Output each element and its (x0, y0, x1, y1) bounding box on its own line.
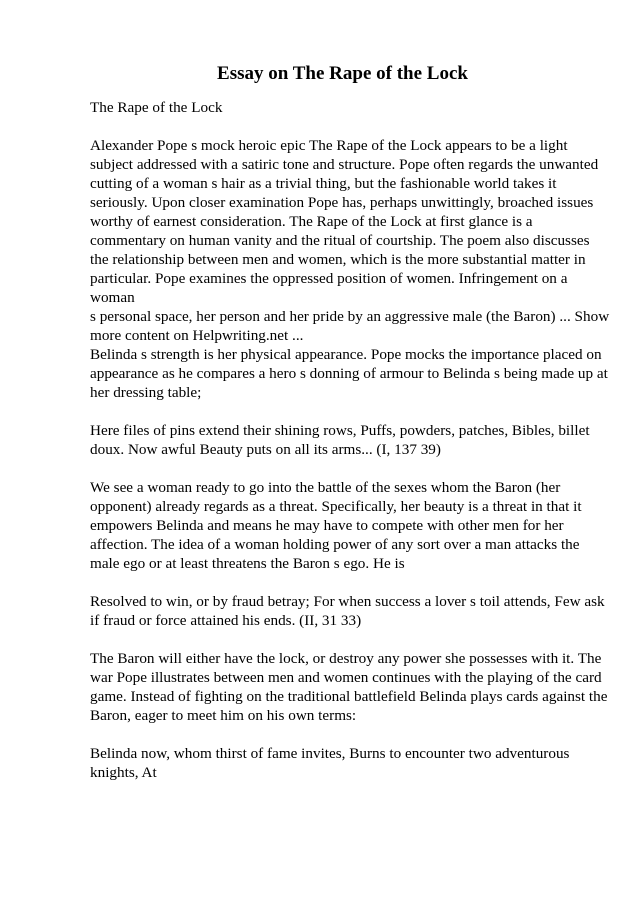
paragraph-belinda-strength: Belinda s strength is her physical appearance. Pope mocks the importance placed on appearance as he compares a hero s donning of armour to Belinda s being made up at her dressing table; (90, 346, 608, 401)
document-subtitle: The Rape of the Lock (90, 99, 223, 116)
paragraph-intro: Alexander Pope s mock heroic epic The Rape of the Lock appears to be a light subject addressed with a satiric tone and structure. Pope often regards the unwanted cutting of a woman s hair as a trivial thing, but the fashionable world takes it seriously. Upon closer examination Pope has, perhaps unwittingly, broached issues worthy of earnest consideration. The Rape of the Lock at first glance is a commentary on human vanity and the ritual of courtship. The poem also discusses the relationship between men and women, which is the more substantial matter in particular. Pope examines the oppressed position of women. Infringement on a woman s personal space, her person and her pride by an aggressive male (the Baron) ... Show more content on Helpwriting.net ... (90, 137, 610, 344)
quote-pins: Here files of pins extend their shining rows, Puffs, powders, patches, Bibles, billet doux. Now awful Beauty puts on all its arms... (I, 137 39) (90, 422, 590, 458)
document-title: Essay on The Rape of the Lock (217, 63, 468, 84)
document-body (90, 98, 610, 782)
quote-resolved: Resolved to win, or by fraud betray; For when success a lover s toil attends, Few ask if fraud or force attained his ends. (II, 31 33) (90, 593, 605, 629)
paragraph-card-game: The Baron will either have the lock, or destroy any power she possesses with it. The war Pope illustrates between men and women continues with the playing of the card game. Instead of fighting on the traditional battlefield Belinda plays cards against the Baron, eager to meet him on his own terms: (90, 650, 608, 724)
paragraph-battle-of-sexes: We see a woman ready to go into the battle of the sexes whom the Baron (her opponent) already regards as a threat. Specifically, her beauty is a threat in that it empowers Belinda and means he may have to compete with other men for her affection. The idea of a woman holding power of any sort over a man attacks the male ego or at least threatens the Baron s ego. He is (90, 479, 582, 572)
quote-belinda-now: Belinda now, whom thirst of fame invites, Burns to encounter two adventurous knights, At (90, 745, 570, 781)
